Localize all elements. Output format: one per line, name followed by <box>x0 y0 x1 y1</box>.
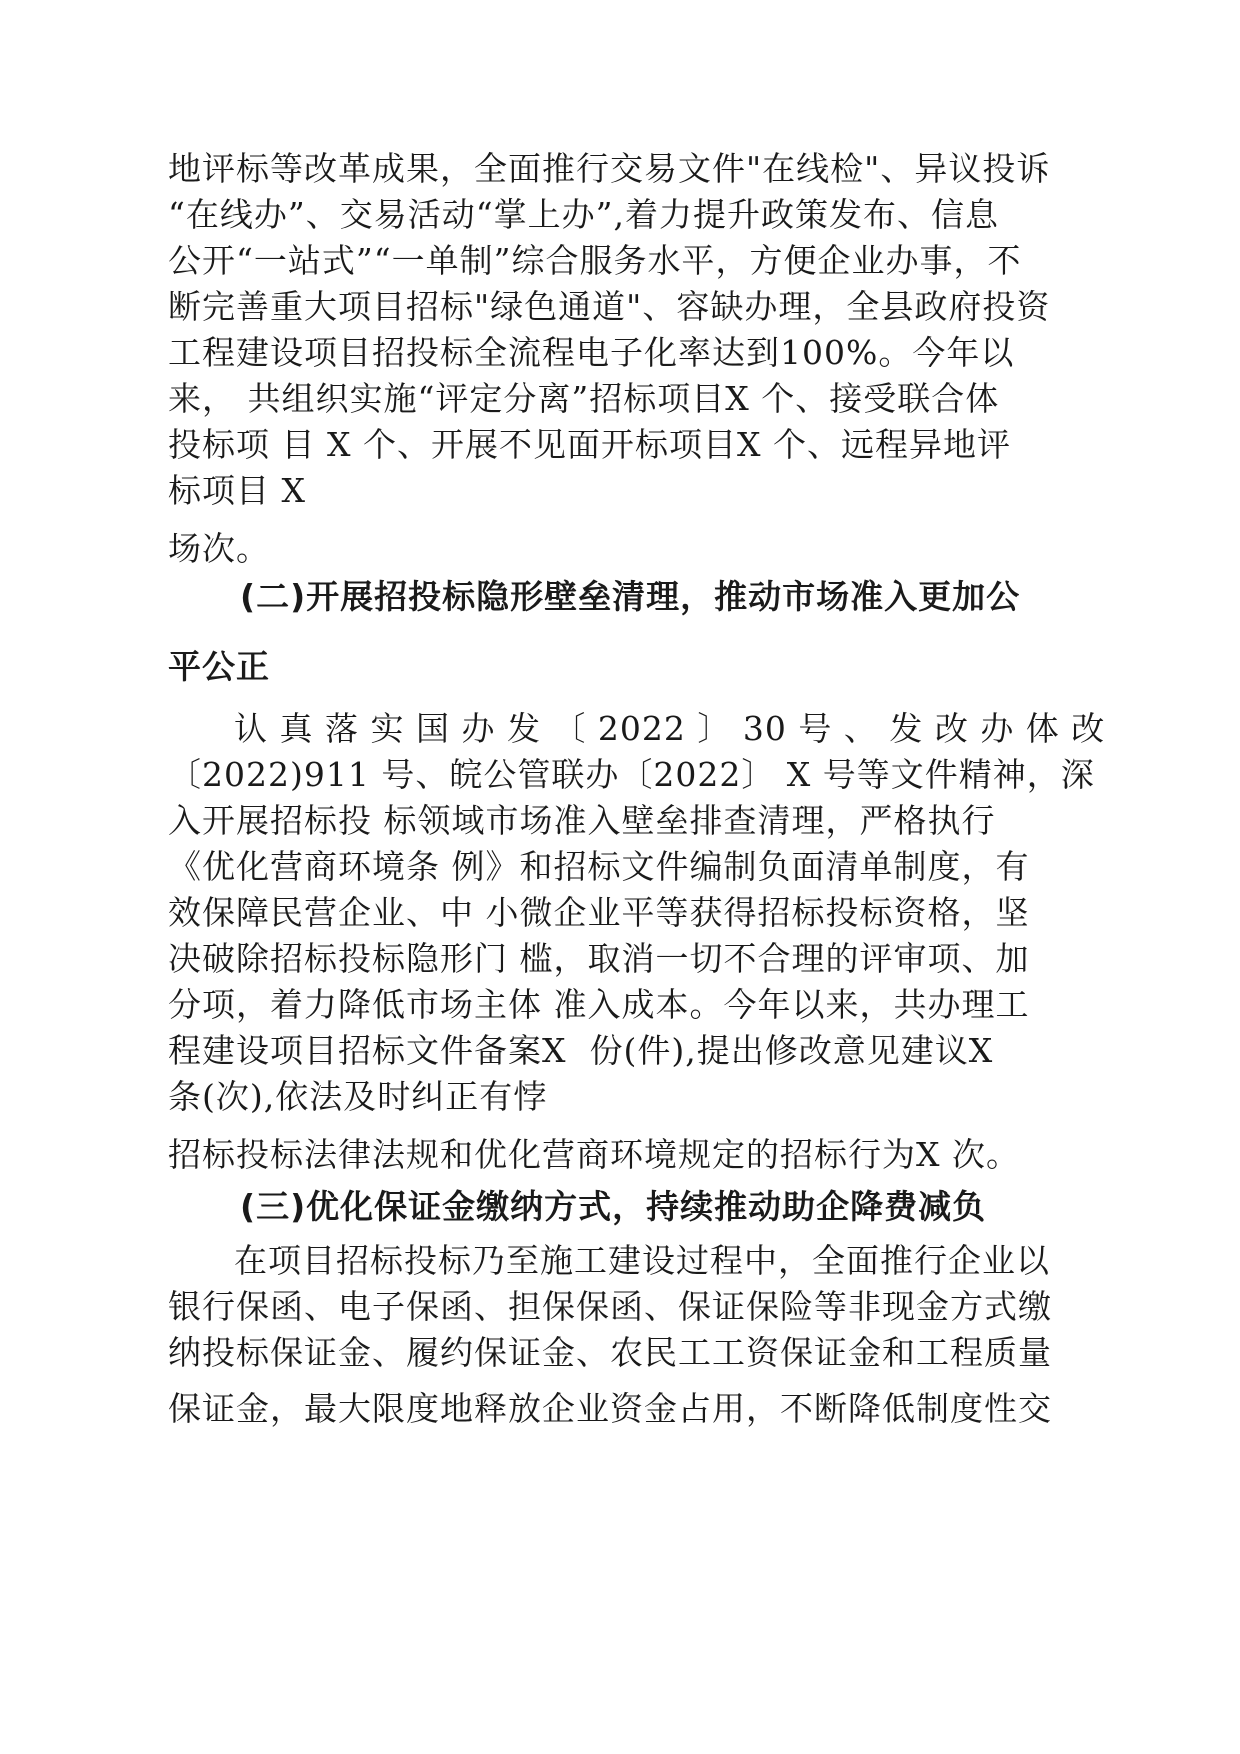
paragraph-line: 分项，着力降低市场主体 准入成本。今年以来，共办理工 <box>168 985 1030 1024</box>
paragraph-line: “在线办”、交易活动“掌上办”,着力提升政策发布、信息 <box>168 195 999 234</box>
section-heading: (三)优化保证金缴纳方式，持续推动助企降费减负 <box>240 1187 987 1226</box>
paragraph-line: 招标投标法律法规和优化营商环境规定的招标行为X 次。 <box>168 1135 1020 1174</box>
paragraph-line: 标项目 X <box>168 471 306 510</box>
paragraph-line: 保证金，最大限度地释放企业资金占用，不断降低制度性交 <box>168 1389 1052 1428</box>
paragraph-line: 认 真 落 实 国 办 发 〔 2022 〕 30 号 、 发 改 办 体 改 <box>234 709 1106 748</box>
paragraph-line: 程建设项目招标文件备案X 份(件),提出修改意见建议X <box>168 1031 994 1070</box>
paragraph-line: 场次。 <box>168 529 270 568</box>
paragraph-line: 投标项 目 X 个、开展不见面开标项目X 个、远程异地评 <box>168 425 1011 464</box>
paragraph-line: 决破除招标投标隐形门 槛，取消一切不合理的评审项、加 <box>168 939 1030 978</box>
paragraph-line: 〔2022)911 号、皖公管联办〔2022〕 X 号等文件精神，深 <box>168 755 1095 794</box>
paragraph-line: 银行保函、电子保函、担保保函、保证保险等非现金方式缴 <box>168 1287 1052 1326</box>
paragraph-line: 工程建设项目招投标全流程电子化率达到100%。今年以 <box>168 333 1015 372</box>
paragraph-line: 断完善重大项目招标"绿色通道"、容缺办理，全县政府投资 <box>168 287 1051 326</box>
section-heading-continuation: 平公正 <box>168 647 270 686</box>
paragraph-line: 入开展招标投 标领域市场准入壁垒排查清理，严格执行 <box>168 801 996 840</box>
paragraph-line: 条(次),依法及时纠正有悖 <box>168 1077 548 1116</box>
paragraph-line: 《优化营商环境条 例》和招标文件编制负面清单制度，有 <box>168 847 1030 886</box>
paragraph-line: 效保障民营企业、中 小微企业平等获得招标投标资格，坚 <box>168 893 1030 932</box>
paragraph-line: 地评标等改革成果，全面推行交易文件"在线检"、异议投诉 <box>168 149 1051 188</box>
paragraph-line: 纳投标保证金、履约保证金、农民工工资保证金和工程质量 <box>168 1333 1052 1372</box>
paragraph-line: 公开“一站式”“一单制”综合服务水平，方便企业办事，不 <box>168 241 1022 280</box>
section-heading: (二)开展招投标隐形壁垒清理，推动市场准入更加公 <box>240 577 1021 616</box>
paragraph-line: 来， 共组织实施“评定分离”招标项目X 个、接受联合体 <box>168 379 1000 418</box>
paragraph-line: 在项目招标投标乃至施工建设过程中，全面推行企业以 <box>234 1241 1050 1280</box>
